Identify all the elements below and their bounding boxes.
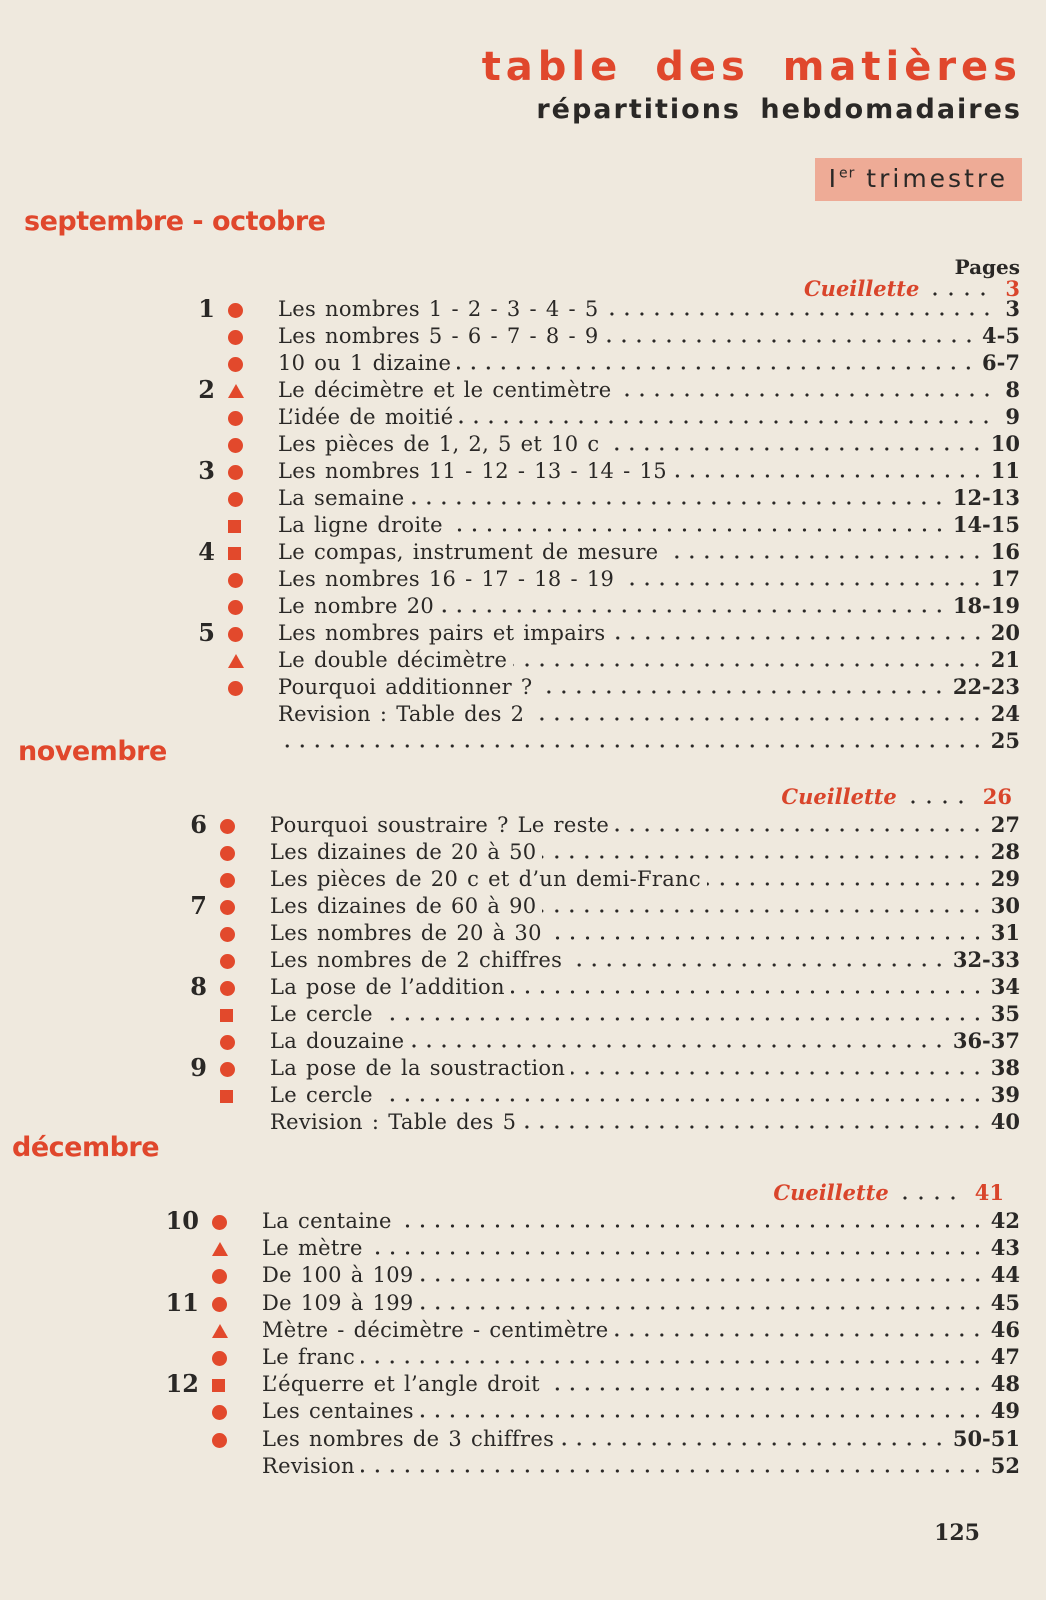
- entry-page: 9: [1005, 404, 1020, 429]
- entry-page: 20: [990, 620, 1020, 645]
- week-number: 7: [190, 891, 207, 920]
- leader-dots: [457, 366, 976, 370]
- entry-page: 11: [990, 458, 1020, 483]
- entry-page: 45: [990, 1290, 1020, 1315]
- triangle-marker-icon: [212, 1324, 228, 1338]
- circle-marker-icon: [228, 627, 243, 642]
- leader-dots: [542, 855, 984, 859]
- circle-marker-icon: [228, 438, 243, 453]
- circle-marker-icon: [228, 303, 243, 318]
- leader-dots: [410, 1044, 947, 1048]
- page-subtitle: répartitions hebdomadaires: [536, 94, 1022, 125]
- circle-marker-icon: [228, 600, 243, 615]
- circle-marker-icon: [212, 1433, 227, 1448]
- entry-page: 16: [990, 539, 1020, 564]
- triangle-marker-icon: [212, 1242, 228, 1256]
- entry-page: 27: [990, 812, 1020, 837]
- week-number: 12: [165, 1369, 199, 1398]
- week-number: 5: [198, 618, 215, 647]
- entry-label: La pose de l’addition: [270, 975, 505, 999]
- toc-row[interactable]: [0, 1262, 1046, 1288]
- entry-page: 44: [990, 1262, 1020, 1287]
- entry-label: La pose de la soustraction: [270, 1056, 566, 1080]
- leader-dots: [449, 528, 947, 532]
- page-title: table des matières: [481, 44, 1022, 90]
- circle-marker-icon: [212, 1351, 227, 1366]
- circle-marker-icon: [220, 1035, 235, 1050]
- entry-page: 50-51: [952, 1426, 1020, 1451]
- circle-marker-icon: [220, 1062, 235, 1077]
- toc-row[interactable]: [0, 701, 1046, 727]
- entry-label: Les nombres pairs et impairs: [278, 621, 606, 645]
- leader-dots: [546, 1387, 985, 1391]
- cueillette-page: 41: [974, 1180, 1004, 1205]
- entry-page: 47: [990, 1344, 1020, 1369]
- entry-label: Les nombres 5 - 6 - 7 - 8 - 9: [278, 324, 599, 348]
- entry-label: Pourquoi soustraire ? Le reste: [270, 813, 610, 837]
- entry-page: 32-33: [952, 947, 1020, 972]
- toc-row[interactable]: [0, 296, 1046, 322]
- entry-label: De 100 à 109: [262, 1263, 414, 1287]
- toc-row[interactable]: [0, 674, 1046, 700]
- toc-row[interactable]: [0, 377, 1046, 403]
- leader-dots: [605, 312, 994, 316]
- square-marker-icon: [228, 520, 241, 533]
- toc-row[interactable]: [0, 812, 1046, 838]
- circle-marker-icon: [220, 873, 235, 888]
- cueillette-page: 26: [982, 784, 1012, 809]
- week-number: 6: [190, 810, 207, 839]
- month-heading: novembre: [18, 736, 167, 767]
- toc-row[interactable]: [0, 620, 1046, 646]
- leader-dots: [440, 609, 947, 613]
- entry-page: 6-7: [982, 350, 1020, 375]
- leader-dots: [673, 474, 985, 478]
- entry-label: Les nombres 16 - 17 - 18 - 19: [278, 567, 615, 591]
- leader-dots: [361, 1360, 985, 1364]
- leader-dots: [560, 1442, 947, 1446]
- entry-page: 35: [990, 1001, 1020, 1026]
- entry-page: 34: [990, 974, 1020, 999]
- toc-row[interactable]: [0, 539, 1046, 565]
- pages-column-header: Pages: [954, 255, 1020, 279]
- entry-page: 14-15: [952, 512, 1020, 537]
- entry-label: Le compas, instrument de mesure: [278, 540, 659, 564]
- entry-label: Le décimètre et le centimètre: [278, 378, 612, 402]
- leader-dots: [897, 1196, 967, 1200]
- week-number: 2: [198, 375, 215, 404]
- circle-marker-icon: [220, 900, 235, 915]
- entry-label: Pourquoi additionner ?: [278, 675, 533, 699]
- entry-page: 22-23: [952, 674, 1020, 699]
- toc-row[interactable]: [0, 974, 1046, 1000]
- entry-page: 49: [990, 1398, 1020, 1423]
- cueillette-page: 3: [1005, 276, 1020, 301]
- leader-dots: [530, 717, 984, 721]
- cueillette-label: Cueillette: [781, 784, 897, 809]
- leader-dots: [548, 936, 985, 940]
- circle-marker-icon: [220, 954, 235, 969]
- week-number: 11: [165, 1288, 199, 1317]
- entry-label: Le double décimètre: [278, 648, 508, 672]
- leader-dots: [398, 1224, 985, 1228]
- square-marker-icon: [220, 1009, 233, 1022]
- leader-dots: [511, 990, 985, 994]
- circle-marker-icon: [220, 819, 235, 834]
- circle-marker-icon: [228, 681, 243, 696]
- entry-page: 52: [990, 1453, 1020, 1478]
- entry-label: Le nombre 20: [278, 594, 435, 618]
- week-number: 10: [165, 1206, 199, 1235]
- entry-page: 48: [990, 1371, 1020, 1396]
- leader-dots: [379, 1017, 985, 1021]
- toc-row[interactable]: [0, 893, 1046, 919]
- entry-label: Les dizaines de 60 à 90: [270, 894, 537, 918]
- entry-page: 18-19: [952, 593, 1020, 618]
- leader-dots: [707, 882, 985, 886]
- circle-marker-icon: [228, 573, 243, 588]
- entry-page: 38: [990, 1055, 1020, 1080]
- toc-row[interactable]: [0, 1426, 1046, 1452]
- entry-page: 10: [990, 431, 1020, 456]
- toc-row[interactable]: [0, 1453, 1046, 1479]
- leader-dots: [369, 1251, 985, 1255]
- toc-row[interactable]: [0, 1344, 1046, 1370]
- entry-label: Les centaines: [262, 1399, 414, 1423]
- entry-label: Les nombres de 3 chiffres: [262, 1427, 555, 1451]
- leader-dots: [538, 690, 946, 694]
- toc-row[interactable]: [0, 323, 1046, 349]
- circle-marker-icon: [228, 411, 243, 426]
- toc-row[interactable]: [0, 1208, 1046, 1234]
- entry-page: 17: [990, 566, 1020, 591]
- toc-row[interactable]: [0, 512, 1046, 538]
- circle-marker-icon: [228, 492, 243, 507]
- circle-marker-icon: [228, 330, 243, 345]
- cueillette-label: Cueillette: [803, 276, 920, 301]
- week-number: 9: [190, 1053, 207, 1082]
- entry-page: 4-5: [982, 323, 1020, 348]
- leader-dots: [379, 1098, 985, 1102]
- leader-dots: [459, 420, 994, 424]
- leader-dots: [605, 447, 984, 451]
- leader-dots: [420, 1414, 985, 1418]
- trimestre-label: trimestre: [866, 164, 1008, 193]
- month-heading: septembre - octobre: [24, 206, 326, 237]
- triangle-marker-icon: [228, 654, 244, 668]
- week-number: 8: [190, 972, 207, 1001]
- toc-row[interactable]: [0, 1055, 1046, 1081]
- toc-row[interactable]: [0, 1371, 1046, 1397]
- leader-dots: [284, 744, 985, 748]
- entry-label: L’équerre et l’angle droit: [262, 1372, 540, 1396]
- trimestre-badge: [815, 158, 1022, 201]
- leader-dots: [513, 663, 985, 667]
- toc-row[interactable]: [0, 350, 1046, 376]
- entry-page: 21: [990, 647, 1020, 672]
- entry-label: Les nombres de 20 à 30: [270, 921, 542, 945]
- week-number: 4: [198, 537, 215, 566]
- circle-marker-icon: [220, 981, 235, 996]
- leader-dots: [361, 1469, 985, 1473]
- leader-dots: [615, 828, 985, 832]
- entry-page: 42: [990, 1208, 1020, 1233]
- toc-row[interactable]: [0, 1290, 1046, 1316]
- entry-label: De 109 à 199: [262, 1291, 414, 1315]
- leader-dots: [612, 636, 985, 640]
- toc-row[interactable]: [0, 404, 1046, 430]
- toc-row[interactable]: [0, 1028, 1046, 1054]
- toc-row[interactable]: [0, 839, 1046, 865]
- entry-label: Le mètre: [262, 1236, 363, 1260]
- entry-page: 29: [990, 866, 1020, 891]
- entry-label: La semaine: [278, 486, 405, 510]
- entry-label: Revision : Table des 5: [270, 1110, 517, 1134]
- page-number: 125: [934, 1520, 980, 1546]
- leader-dots: [618, 393, 995, 397]
- circle-marker-icon: [212, 1405, 227, 1420]
- toc-row[interactable]: [0, 1001, 1046, 1027]
- entry-label: Le franc: [262, 1345, 356, 1369]
- entry-label: Les nombres 11 - 12 - 13 - 14 - 15: [278, 459, 667, 483]
- toc-row[interactable]: [0, 458, 1046, 484]
- entry-label: Les dizaines de 20 à 50: [270, 840, 537, 864]
- cueillette-entry[interactable]: [773, 1180, 1004, 1206]
- toc-row[interactable]: [0, 431, 1046, 457]
- circle-marker-icon: [212, 1269, 227, 1284]
- entry-page: 46: [990, 1317, 1020, 1342]
- week-number: 1: [198, 294, 215, 323]
- toc-row[interactable]: [0, 947, 1046, 973]
- entry-label: L’idée de moitié: [278, 405, 454, 429]
- leader-dots: [905, 800, 975, 804]
- toc-row[interactable]: [0, 1235, 1046, 1261]
- entry-page: 28: [990, 839, 1020, 864]
- leader-dots: [410, 501, 946, 505]
- entry-label: Revision : Table des 2: [278, 702, 525, 726]
- leader-dots: [664, 555, 984, 559]
- leader-dots: [605, 339, 976, 343]
- entry-label: Le cercle: [270, 1002, 373, 1026]
- entry-page: 31: [990, 920, 1020, 945]
- cueillette-label: Cueillette: [773, 1180, 889, 1205]
- entry-label: Les nombres 1 - 2 - 3 - 4 - 5: [278, 297, 599, 321]
- entry-page: 30: [990, 893, 1020, 918]
- toc-row[interactable]: [0, 1082, 1046, 1108]
- circle-marker-icon: [228, 465, 243, 480]
- cueillette-entry[interactable]: [781, 784, 1012, 810]
- leader-dots: [571, 1071, 985, 1075]
- toc-row[interactable]: [0, 920, 1046, 946]
- entry-page: 36-37: [952, 1028, 1020, 1053]
- entry-page: 24: [990, 701, 1020, 726]
- entry-label: 10 ou 1 dizaine: [278, 351, 452, 375]
- circle-marker-icon: [220, 927, 235, 942]
- trimestre-ordinal: I: [828, 164, 839, 193]
- square-marker-icon: [228, 547, 241, 560]
- entry-page: 39: [990, 1082, 1020, 1107]
- square-marker-icon: [220, 1090, 233, 1103]
- entry-page: 3: [1005, 296, 1020, 321]
- entry-page: 8: [1005, 377, 1020, 402]
- entry-page: 43: [990, 1235, 1020, 1260]
- toc-row[interactable]: [0, 566, 1046, 592]
- circle-marker-icon: [220, 846, 235, 861]
- entry-label: Les nombres de 2 chiffres: [270, 948, 563, 972]
- toc-row[interactable]: [0, 1398, 1046, 1424]
- trimestre-sup: er: [838, 165, 856, 182]
- leader-dots: [420, 1278, 985, 1282]
- toc-row[interactable]: [0, 485, 1046, 511]
- toc-row[interactable]: [0, 647, 1046, 673]
- leader-dots: [614, 1333, 984, 1337]
- entry-page: 12-13: [952, 485, 1020, 510]
- toc-row[interactable]: [0, 866, 1046, 892]
- square-marker-icon: [212, 1379, 225, 1392]
- entry-label: Revision: [262, 1454, 355, 1478]
- toc-row[interactable]: [0, 593, 1046, 619]
- month-heading: décembre: [12, 1132, 160, 1163]
- entry-label: Les pièces de 20 c et d’un demi-Franc: [270, 867, 701, 891]
- entry-label: La ligne droite: [278, 513, 443, 537]
- leader-dots: [420, 1306, 985, 1310]
- triangle-marker-icon: [228, 384, 244, 398]
- entry-label: Les pièces de 1, 2, 5 et 10 c: [278, 432, 600, 456]
- entry-page: 25: [990, 728, 1020, 753]
- entry-label: La douzaine: [270, 1029, 405, 1053]
- leader-dots: [620, 582, 985, 586]
- leader-dots: [522, 1125, 984, 1129]
- entry-page: 40: [990, 1109, 1020, 1134]
- toc-row[interactable]: [0, 1317, 1046, 1343]
- circle-marker-icon: [212, 1215, 227, 1230]
- leader-dots: [568, 963, 947, 967]
- week-number: 3: [198, 456, 215, 485]
- circle-marker-icon: [228, 357, 243, 372]
- entry-label: La centaine: [262, 1209, 392, 1233]
- entry-label: Mètre - décimètre - centimètre: [262, 1318, 609, 1342]
- entry-label: Le cercle: [270, 1083, 373, 1107]
- leader-dots: [542, 909, 984, 913]
- circle-marker-icon: [212, 1297, 227, 1312]
